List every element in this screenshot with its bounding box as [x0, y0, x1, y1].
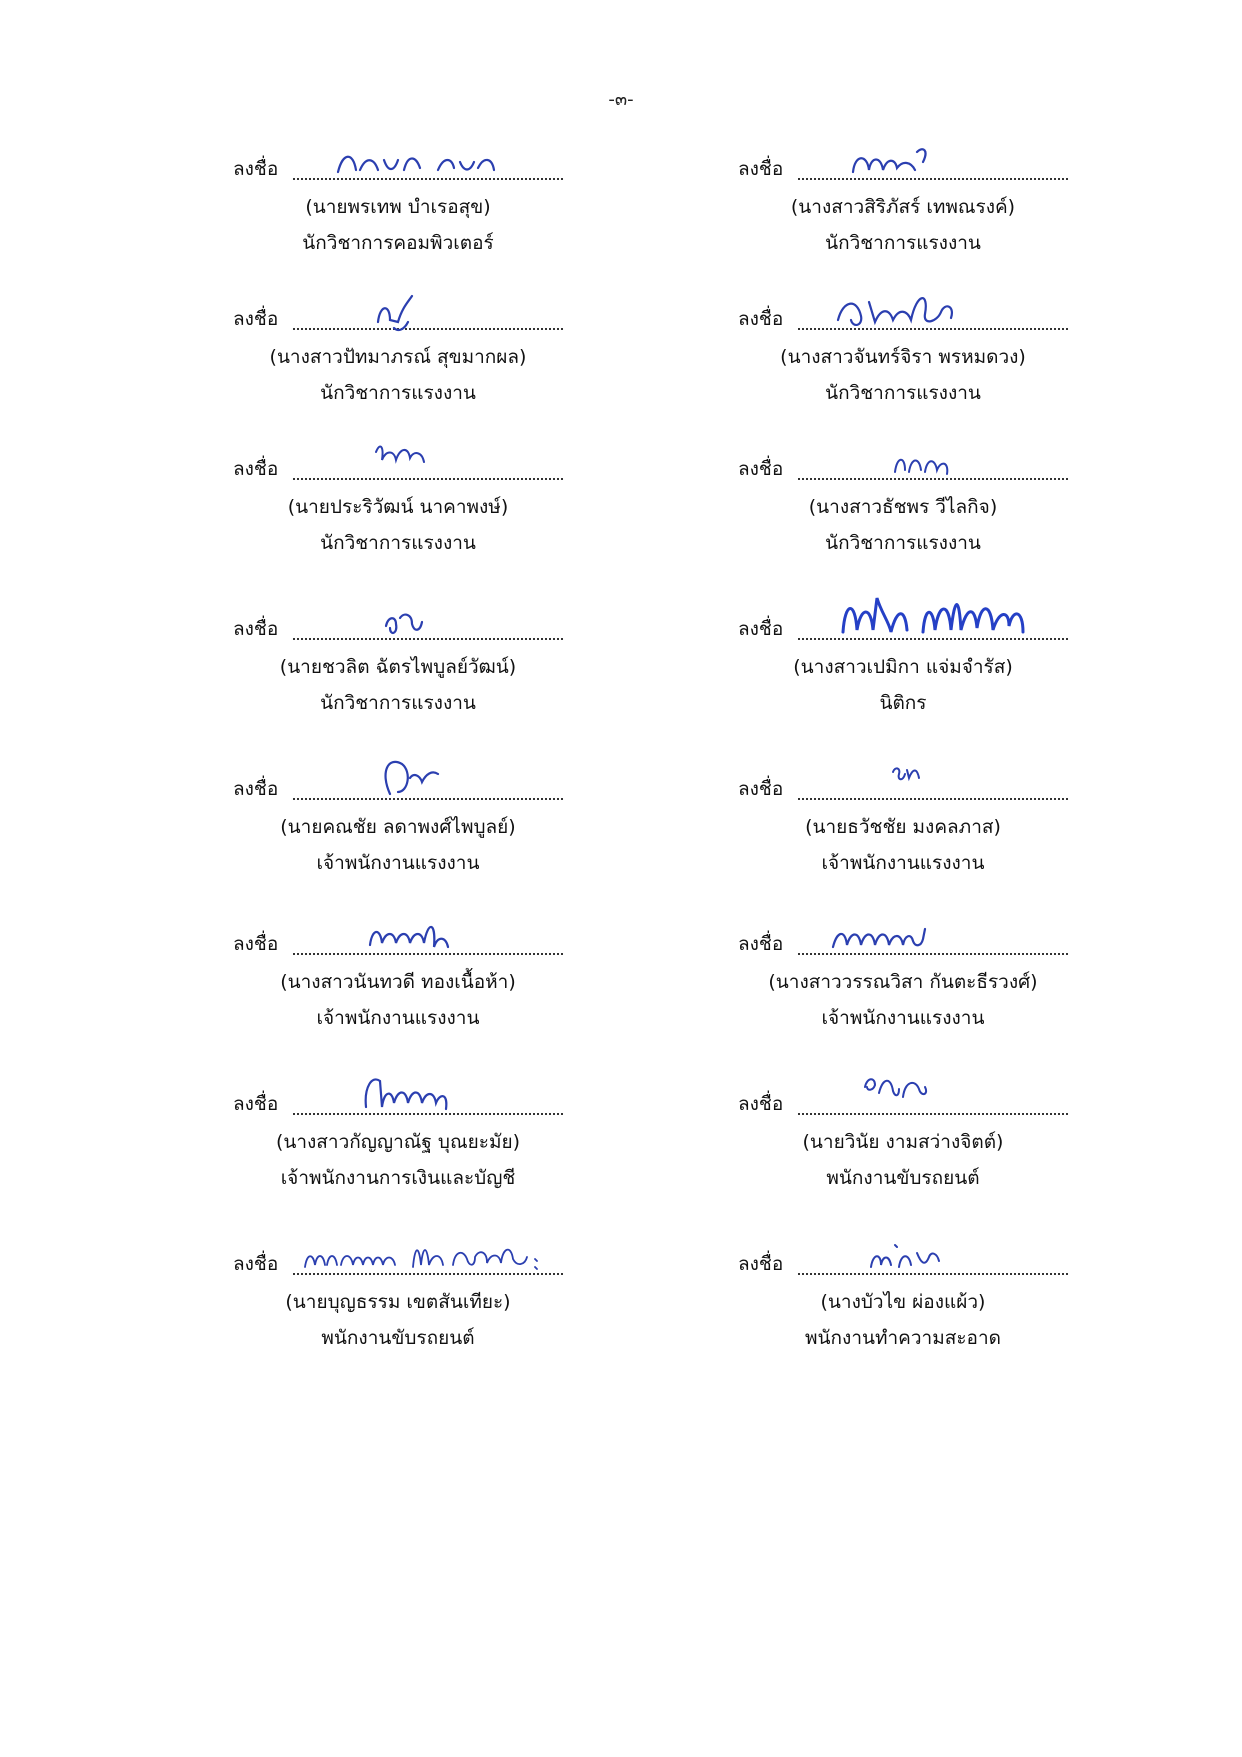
sign-label: ลงชื่อ	[233, 1093, 279, 1115]
signature-block	[233, 1245, 563, 1351]
signatory-name: (นางสาวสิริภัสร์ เทพณรงค์)	[790, 196, 1016, 218]
handwritten-signature	[328, 442, 548, 482]
signatory-name: (นางบัวไข ผ่องแผ้ว)	[820, 1291, 986, 1313]
signatory-name: (นายชวลิต ฉัตรไพบูลย์วัฒน์)	[279, 656, 517, 678]
handwritten-signature	[328, 602, 548, 642]
sign-line	[738, 150, 1068, 186]
signature-block	[738, 610, 1068, 716]
sign-line	[738, 770, 1068, 806]
sign-label: ลงชื่อ	[738, 458, 784, 480]
sign-line	[738, 1245, 1068, 1281]
sign-label: ลงชื่อ	[233, 458, 279, 480]
signature-block	[738, 1245, 1068, 1351]
signature-block	[233, 150, 563, 256]
sign-label: ลงชื่อ	[233, 778, 279, 800]
sign-label: ลงชื่อ	[738, 618, 784, 640]
handwritten-signature	[328, 1077, 548, 1117]
sign-label: ลงชื่อ	[233, 1253, 279, 1275]
signatory-title: เจ้าพนักงานการเงินและบัญชี	[280, 1167, 516, 1189]
handwritten-signature	[833, 142, 1053, 182]
handwritten-signature	[833, 602, 1053, 642]
sign-line	[233, 1245, 563, 1281]
handwritten-signature	[833, 442, 1053, 482]
sign-line	[233, 450, 563, 486]
sign-label: ลงชื่อ	[233, 158, 279, 180]
sign-line	[233, 150, 563, 186]
handwritten-signature	[303, 1237, 563, 1277]
signature-block	[233, 300, 563, 406]
signatory-name: (นางสาวปัทมาภรณ์ สุขมากผล)	[269, 346, 527, 368]
sign-line	[233, 1085, 563, 1121]
sign-line	[738, 1085, 1068, 1121]
handwritten-signature	[328, 292, 548, 332]
sign-label: ลงชื่อ	[738, 1093, 784, 1115]
signature-block	[233, 925, 563, 1031]
signatory-title: นักวิชาการแรงงาน	[825, 532, 981, 554]
signatory-title: นักวิชาการแรงงาน	[320, 692, 476, 714]
sign-line	[233, 300, 563, 336]
signatory-name: (นางสาวนันทวดี ทองเนื้อห้า)	[280, 971, 516, 993]
signatory-name: (นางสาววรรณวิสา กันตะธีรวงศ์)	[768, 971, 1038, 993]
signatory-title: นิติกร	[879, 692, 927, 714]
handwritten-signature	[833, 1237, 1053, 1277]
signatory-name: (นายบุญธรรม เขตสันเทียะ)	[285, 1291, 511, 1313]
signatory-title: พนักงานขับรถยนต์	[826, 1167, 980, 1189]
sign-line	[738, 300, 1068, 336]
signature-block	[738, 150, 1068, 256]
sign-label: ลงชื่อ	[738, 778, 784, 800]
handwritten-signature	[833, 292, 1053, 332]
signatory-title: นักวิชาการแรงงาน	[320, 382, 476, 404]
signature-block	[738, 1085, 1068, 1191]
signatory-title: พนักงานทำความสะอาด	[805, 1327, 1001, 1349]
signatory-title: พนักงานขับรถยนต์	[321, 1327, 475, 1349]
sign-label: ลงชื่อ	[738, 158, 784, 180]
signatory-title: นักวิชาการแรงงาน	[825, 232, 981, 254]
handwritten-signature	[833, 762, 1053, 802]
sign-label: ลงชื่อ	[738, 308, 784, 330]
signatory-name: (นายวินัย งามสว่างจิตต์)	[802, 1131, 1004, 1153]
signatory-title: นักวิชาการคอมพิวเตอร์	[302, 232, 494, 254]
handwritten-signature	[328, 762, 548, 802]
signatory-title: เจ้าพนักงานแรงงาน	[316, 1007, 480, 1029]
sign-line	[233, 925, 563, 961]
signature-block	[233, 770, 563, 876]
signatory-title: เจ้าพนักงานแรงงาน	[821, 1007, 985, 1029]
signatory-title: นักวิชาการแรงงาน	[825, 382, 981, 404]
sign-line	[738, 610, 1068, 646]
sign-label: ลงชื่อ	[738, 1253, 784, 1275]
sign-label: ลงชื่อ	[233, 618, 279, 640]
handwritten-signature	[328, 917, 548, 957]
handwritten-signature	[833, 917, 1053, 957]
sign-label: ลงชื่อ	[233, 933, 279, 955]
sign-label: ลงชื่อ	[738, 933, 784, 955]
signatory-name: (นายธวัชชัย มงคลภาส)	[805, 816, 1001, 838]
page-number: -๓-	[608, 89, 634, 110]
signature-block	[738, 450, 1068, 556]
signature-block	[738, 770, 1068, 876]
sign-line	[738, 925, 1068, 961]
sign-label: ลงชื่อ	[233, 308, 279, 330]
signatory-title: นักวิชาการแรงงาน	[320, 532, 476, 554]
handwritten-signature	[833, 1077, 1053, 1117]
signature-block	[738, 925, 1068, 1031]
signature-block	[233, 1085, 563, 1191]
signatory-name: (นายพรเทพ บำเรอสุข)	[305, 196, 491, 218]
signatory-name: (นางสาวจันทร์จิรา พรหมดวง)	[780, 346, 1026, 368]
signatory-title: เจ้าพนักงานแรงงาน	[316, 852, 480, 874]
sign-line	[738, 450, 1068, 486]
signatory-name: (นายประริวัฒน์ นาคาพงษ์)	[287, 496, 509, 518]
signatory-title: เจ้าพนักงานแรงงาน	[821, 852, 985, 874]
signatory-name: (นางสาวกัญญาณัฐ บุณยะมัย)	[275, 1131, 521, 1153]
sign-line	[233, 770, 563, 806]
signature-block	[738, 300, 1068, 406]
sign-line	[233, 610, 563, 646]
signatory-name: (นางสาวธัชพร วีไลกิจ)	[808, 496, 998, 518]
signatory-name: (นางสาวเปมิกา แจ่มจำรัส)	[793, 656, 1013, 678]
signature-block	[233, 610, 563, 716]
signatory-name: (นายคณชัย ลดาพงศ์ไพบูลย์)	[280, 816, 516, 838]
handwritten-signature	[328, 142, 548, 182]
signature-block	[233, 450, 563, 556]
